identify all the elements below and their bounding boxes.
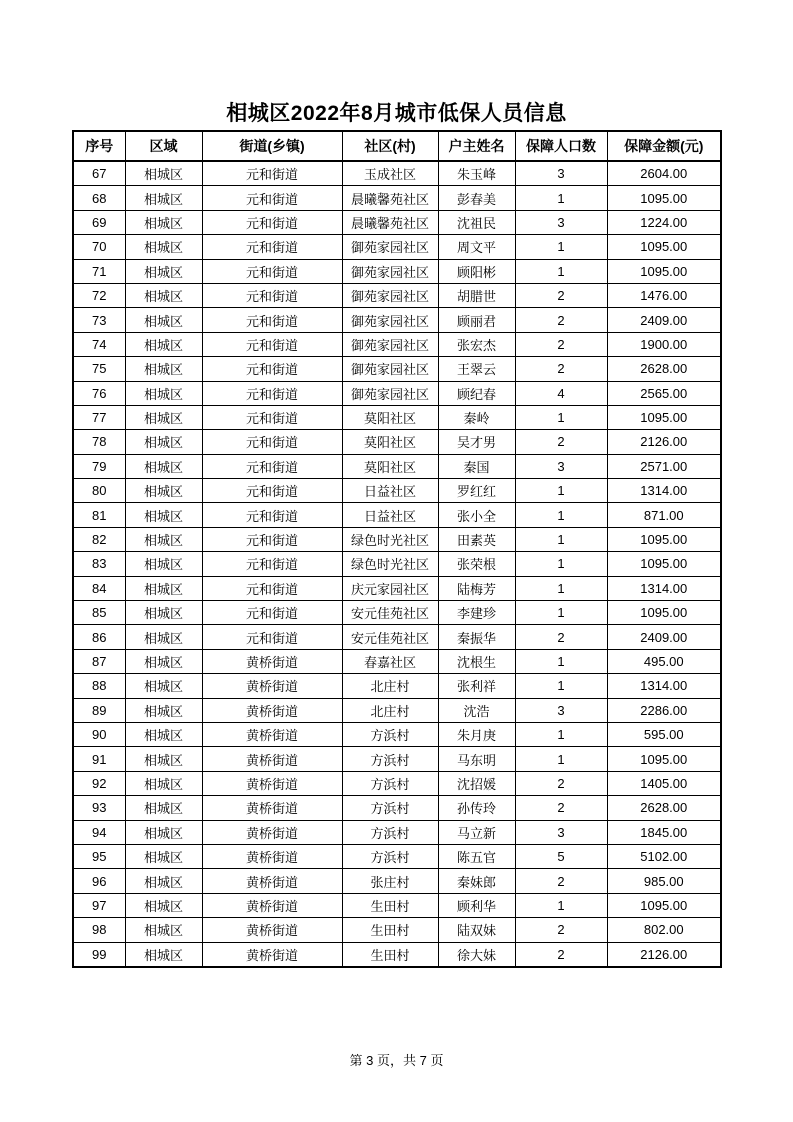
cell-community-village: 绿色时光社区 <box>342 552 438 576</box>
cell-street-township: 元和街道 <box>202 454 342 478</box>
cell-subsidy-amount: 1095.00 <box>607 405 721 429</box>
cell-subsidy-amount: 1095.00 <box>607 259 721 283</box>
cell-covered-population: 1 <box>515 552 607 576</box>
cell-region: 相城区 <box>125 918 202 942</box>
cell-region: 相城区 <box>125 332 202 356</box>
table-row <box>73 357 721 381</box>
cell-subsidy-amount: 1476.00 <box>607 283 721 307</box>
cell-community-village: 御苑家园社区 <box>342 308 438 332</box>
cell-region: 相城区 <box>125 625 202 649</box>
cell-seq-number: 82 <box>73 527 125 551</box>
cell-householder-name: 秦国 <box>438 454 515 478</box>
cell-street-township: 元和街道 <box>202 283 342 307</box>
table-row <box>73 283 721 307</box>
cell-covered-population: 2 <box>515 308 607 332</box>
table-row <box>73 576 721 600</box>
cell-householder-name: 陈五官 <box>438 844 515 868</box>
cell-subsidy-amount: 5102.00 <box>607 844 721 868</box>
cell-street-township: 元和街道 <box>202 259 342 283</box>
cell-subsidy-amount: 2126.00 <box>607 430 721 454</box>
cell-region: 相城区 <box>125 844 202 868</box>
cell-region: 相城区 <box>125 698 202 722</box>
cell-street-township: 黄桥街道 <box>202 698 342 722</box>
cell-region: 相城区 <box>125 186 202 210</box>
cell-subsidy-amount: 1095.00 <box>607 747 721 771</box>
cell-householder-name: 徐大妹 <box>438 942 515 967</box>
header-street-township: 街道(乡镇) <box>202 131 342 161</box>
header-covered-population: 保障人口数 <box>515 131 607 161</box>
cell-region: 相城区 <box>125 430 202 454</box>
cell-seq-number: 75 <box>73 357 125 381</box>
cell-street-township: 元和街道 <box>202 161 342 186</box>
cell-community-village: 张庄村 <box>342 869 438 893</box>
cell-seq-number: 86 <box>73 625 125 649</box>
header-subsidy-amount: 保障金额(元) <box>607 131 721 161</box>
cell-covered-population: 1 <box>515 747 607 771</box>
cell-householder-name: 马东明 <box>438 747 515 771</box>
cell-community-village: 御苑家园社区 <box>342 357 438 381</box>
cell-householder-name: 张荣根 <box>438 552 515 576</box>
cell-community-village: 御苑家园社区 <box>342 235 438 259</box>
cell-householder-name: 朱月庚 <box>438 722 515 746</box>
cell-region: 相城区 <box>125 357 202 381</box>
cell-covered-population: 1 <box>515 235 607 259</box>
cell-region: 相城区 <box>125 869 202 893</box>
cell-subsidy-amount: 2126.00 <box>607 942 721 967</box>
cell-covered-population: 2 <box>515 430 607 454</box>
cell-covered-population: 2 <box>515 942 607 967</box>
cell-householder-name: 沈祖民 <box>438 210 515 234</box>
cell-covered-population: 1 <box>515 576 607 600</box>
cell-region: 相城区 <box>125 283 202 307</box>
cell-region: 相城区 <box>125 405 202 429</box>
cell-community-village: 日益社区 <box>342 503 438 527</box>
table-row <box>73 747 721 771</box>
table-row <box>73 552 721 576</box>
table-row <box>73 771 721 795</box>
table-row <box>73 820 721 844</box>
cell-community-village: 春嘉社区 <box>342 649 438 673</box>
cell-region: 相城区 <box>125 820 202 844</box>
table-row <box>73 942 721 967</box>
cell-covered-population: 2 <box>515 283 607 307</box>
cell-covered-population: 1 <box>515 405 607 429</box>
cell-street-township: 元和街道 <box>202 357 342 381</box>
cell-region: 相城区 <box>125 235 202 259</box>
cell-street-township: 黄桥街道 <box>202 893 342 917</box>
cell-covered-population: 2 <box>515 625 607 649</box>
cell-subsidy-amount: 2604.00 <box>607 161 721 186</box>
cell-street-township: 黄桥街道 <box>202 844 342 868</box>
cell-community-village: 晨曦馨苑社区 <box>342 186 438 210</box>
cell-seq-number: 93 <box>73 796 125 820</box>
cell-covered-population: 1 <box>515 722 607 746</box>
table-row <box>73 698 721 722</box>
cell-householder-name: 顾阳彬 <box>438 259 515 283</box>
cell-seq-number: 80 <box>73 479 125 503</box>
header-seq-number: 序号 <box>73 131 125 161</box>
cell-householder-name: 沈浩 <box>438 698 515 722</box>
cell-region: 相城区 <box>125 649 202 673</box>
cell-householder-name: 秦振华 <box>438 625 515 649</box>
cell-seq-number: 97 <box>73 893 125 917</box>
cell-covered-population: 3 <box>515 161 607 186</box>
cell-seq-number: 73 <box>73 308 125 332</box>
table-row <box>73 308 721 332</box>
table-row <box>73 161 721 186</box>
cell-subsidy-amount: 871.00 <box>607 503 721 527</box>
cell-region: 相城区 <box>125 942 202 967</box>
cell-community-village: 御苑家园社区 <box>342 381 438 405</box>
table-header-row <box>73 131 721 161</box>
cell-subsidy-amount: 1095.00 <box>607 552 721 576</box>
table-row <box>73 259 721 283</box>
cell-covered-population: 3 <box>515 454 607 478</box>
table-row <box>73 674 721 698</box>
cell-community-village: 方浜村 <box>342 747 438 771</box>
cell-householder-name: 沈招媛 <box>438 771 515 795</box>
cell-seq-number: 76 <box>73 381 125 405</box>
cell-street-township: 元和街道 <box>202 308 342 332</box>
cell-seq-number: 84 <box>73 576 125 600</box>
header-householder-name: 户主姓名 <box>438 131 515 161</box>
table-header <box>73 131 721 161</box>
cell-community-village: 绿色时光社区 <box>342 527 438 551</box>
cell-subsidy-amount: 2286.00 <box>607 698 721 722</box>
table-row <box>73 527 721 551</box>
cell-householder-name: 罗红红 <box>438 479 515 503</box>
lowbao-table <box>72 130 722 968</box>
cell-community-village: 庆元家园社区 <box>342 576 438 600</box>
cell-street-township: 黄桥街道 <box>202 722 342 746</box>
cell-region: 相城区 <box>125 308 202 332</box>
cell-covered-population: 2 <box>515 796 607 820</box>
cell-region: 相城区 <box>125 259 202 283</box>
cell-street-township: 元和街道 <box>202 381 342 405</box>
cell-householder-name: 朱玉峰 <box>438 161 515 186</box>
cell-region: 相城区 <box>125 796 202 820</box>
cell-subsidy-amount: 1405.00 <box>607 771 721 795</box>
cell-covered-population: 4 <box>515 381 607 405</box>
cell-householder-name: 田素英 <box>438 527 515 551</box>
cell-street-township: 元和街道 <box>202 405 342 429</box>
cell-community-village: 方浜村 <box>342 844 438 868</box>
cell-householder-name: 张小全 <box>438 503 515 527</box>
cell-street-township: 黄桥街道 <box>202 918 342 942</box>
cell-region: 相城区 <box>125 893 202 917</box>
table-row <box>73 454 721 478</box>
cell-seq-number: 89 <box>73 698 125 722</box>
table-row <box>73 210 721 234</box>
cell-subsidy-amount: 1314.00 <box>607 479 721 503</box>
cell-subsidy-amount: 1095.00 <box>607 527 721 551</box>
cell-covered-population: 1 <box>515 893 607 917</box>
cell-seq-number: 92 <box>73 771 125 795</box>
table-row <box>73 479 721 503</box>
cell-covered-population: 3 <box>515 820 607 844</box>
cell-seq-number: 94 <box>73 820 125 844</box>
cell-street-township: 元和街道 <box>202 479 342 503</box>
cell-street-township: 元和街道 <box>202 430 342 454</box>
cell-seq-number: 90 <box>73 722 125 746</box>
cell-seq-number: 88 <box>73 674 125 698</box>
cell-subsidy-amount: 2571.00 <box>607 454 721 478</box>
cell-region: 相城区 <box>125 674 202 698</box>
cell-subsidy-amount: 1314.00 <box>607 674 721 698</box>
cell-covered-population: 1 <box>515 259 607 283</box>
cell-householder-name: 顾利华 <box>438 893 515 917</box>
cell-street-township: 黄桥街道 <box>202 649 342 673</box>
cell-region: 相城区 <box>125 722 202 746</box>
table-body <box>73 161 721 967</box>
cell-covered-population: 1 <box>515 674 607 698</box>
cell-street-township: 元和街道 <box>202 210 342 234</box>
header-community-village: 社区(村) <box>342 131 438 161</box>
cell-community-village: 生田村 <box>342 918 438 942</box>
cell-community-village: 方浜村 <box>342 820 438 844</box>
cell-street-township: 元和街道 <box>202 186 342 210</box>
table-row <box>73 405 721 429</box>
cell-covered-population: 1 <box>515 503 607 527</box>
cell-subsidy-amount: 1095.00 <box>607 235 721 259</box>
cell-covered-population: 1 <box>515 649 607 673</box>
cell-covered-population: 3 <box>515 698 607 722</box>
cell-subsidy-amount: 1095.00 <box>607 893 721 917</box>
cell-community-village: 玉成社区 <box>342 161 438 186</box>
cell-region: 相城区 <box>125 771 202 795</box>
cell-community-village: 莫阳社区 <box>342 405 438 429</box>
cell-seq-number: 69 <box>73 210 125 234</box>
cell-region: 相城区 <box>125 503 202 527</box>
cell-covered-population: 2 <box>515 918 607 942</box>
cell-seq-number: 68 <box>73 186 125 210</box>
cell-householder-name: 张利祥 <box>438 674 515 698</box>
cell-householder-name: 顾丽君 <box>438 308 515 332</box>
table-row <box>73 844 721 868</box>
cell-street-township: 元和街道 <box>202 576 342 600</box>
cell-street-township: 黄桥街道 <box>202 820 342 844</box>
cell-subsidy-amount: 2628.00 <box>607 357 721 381</box>
cell-subsidy-amount: 495.00 <box>607 649 721 673</box>
cell-householder-name: 张宏杰 <box>438 332 515 356</box>
cell-community-village: 生田村 <box>342 893 438 917</box>
table-row <box>73 601 721 625</box>
page-number-footer: 第 3 页，共 7 页 <box>349 1053 444 1068</box>
table-row <box>73 186 721 210</box>
cell-street-township: 元和街道 <box>202 601 342 625</box>
cell-seq-number: 98 <box>73 918 125 942</box>
cell-seq-number: 95 <box>73 844 125 868</box>
cell-covered-population: 2 <box>515 332 607 356</box>
cell-street-township: 黄桥街道 <box>202 674 342 698</box>
cell-householder-name: 马立新 <box>438 820 515 844</box>
table-row <box>73 503 721 527</box>
table-row <box>73 722 721 746</box>
cell-covered-population: 1 <box>515 527 607 551</box>
table-row <box>73 893 721 917</box>
cell-community-village: 安元佳苑社区 <box>342 601 438 625</box>
cell-householder-name: 沈根生 <box>438 649 515 673</box>
cell-seq-number: 70 <box>73 235 125 259</box>
table-row <box>73 332 721 356</box>
cell-street-township: 黄桥街道 <box>202 747 342 771</box>
cell-street-township: 元和街道 <box>202 625 342 649</box>
cell-community-village: 御苑家园社区 <box>342 259 438 283</box>
cell-subsidy-amount: 1845.00 <box>607 820 721 844</box>
cell-householder-name: 吴才男 <box>438 430 515 454</box>
cell-householder-name: 秦妹郎 <box>438 869 515 893</box>
cell-region: 相城区 <box>125 479 202 503</box>
cell-region: 相城区 <box>125 161 202 186</box>
cell-seq-number: 71 <box>73 259 125 283</box>
table-row <box>73 430 721 454</box>
cell-covered-population: 2 <box>515 869 607 893</box>
cell-seq-number: 72 <box>73 283 125 307</box>
cell-community-village: 日益社区 <box>342 479 438 503</box>
cell-covered-population: 3 <box>515 210 607 234</box>
table-row <box>73 625 721 649</box>
cell-seq-number: 99 <box>73 942 125 967</box>
cell-subsidy-amount: 2565.00 <box>607 381 721 405</box>
cell-community-village: 方浜村 <box>342 722 438 746</box>
cell-covered-population: 1 <box>515 601 607 625</box>
cell-seq-number: 83 <box>73 552 125 576</box>
cell-community-village: 莫阳社区 <box>342 430 438 454</box>
cell-seq-number: 79 <box>73 454 125 478</box>
cell-subsidy-amount: 985.00 <box>607 869 721 893</box>
cell-street-township: 元和街道 <box>202 235 342 259</box>
cell-seq-number: 74 <box>73 332 125 356</box>
header-region: 区域 <box>125 131 202 161</box>
cell-street-township: 元和街道 <box>202 332 342 356</box>
table-row <box>73 869 721 893</box>
table-row <box>73 649 721 673</box>
cell-seq-number: 77 <box>73 405 125 429</box>
cell-seq-number: 81 <box>73 503 125 527</box>
cell-street-township: 元和街道 <box>202 552 342 576</box>
cell-street-township: 元和街道 <box>202 503 342 527</box>
cell-subsidy-amount: 1224.00 <box>607 210 721 234</box>
cell-subsidy-amount: 1095.00 <box>607 601 721 625</box>
cell-householder-name: 周文平 <box>438 235 515 259</box>
cell-subsidy-amount: 2409.00 <box>607 308 721 332</box>
cell-seq-number: 67 <box>73 161 125 186</box>
cell-covered-population: 5 <box>515 844 607 868</box>
cell-subsidy-amount: 802.00 <box>607 918 721 942</box>
cell-subsidy-amount: 595.00 <box>607 722 721 746</box>
table-row <box>73 235 721 259</box>
cell-community-village: 御苑家园社区 <box>342 332 438 356</box>
cell-region: 相城区 <box>125 527 202 551</box>
cell-region: 相城区 <box>125 601 202 625</box>
cell-street-township: 黄桥街道 <box>202 796 342 820</box>
cell-community-village: 方浜村 <box>342 796 438 820</box>
cell-region: 相城区 <box>125 747 202 771</box>
cell-community-village: 御苑家园社区 <box>342 283 438 307</box>
cell-subsidy-amount: 1900.00 <box>607 332 721 356</box>
cell-subsidy-amount: 2628.00 <box>607 796 721 820</box>
cell-subsidy-amount: 1095.00 <box>607 186 721 210</box>
cell-householder-name: 王翠云 <box>438 357 515 381</box>
cell-seq-number: 87 <box>73 649 125 673</box>
cell-community-village: 安元佳苑社区 <box>342 625 438 649</box>
cell-street-township: 黄桥街道 <box>202 771 342 795</box>
cell-householder-name: 胡腊世 <box>438 283 515 307</box>
cell-covered-population: 2 <box>515 357 607 381</box>
cell-region: 相城区 <box>125 381 202 405</box>
cell-seq-number: 91 <box>73 747 125 771</box>
cell-householder-name: 顾纪春 <box>438 381 515 405</box>
cell-householder-name: 陆梅芳 <box>438 576 515 600</box>
cell-region: 相城区 <box>125 576 202 600</box>
cell-covered-population: 1 <box>515 186 607 210</box>
cell-region: 相城区 <box>125 552 202 576</box>
cell-region: 相城区 <box>125 210 202 234</box>
cell-householder-name: 彭春美 <box>438 186 515 210</box>
cell-covered-population: 1 <box>515 479 607 503</box>
cell-street-township: 黄桥街道 <box>202 869 342 893</box>
cell-street-township: 黄桥街道 <box>202 942 342 967</box>
cell-community-village: 方浜村 <box>342 771 438 795</box>
table-row <box>73 381 721 405</box>
cell-street-township: 元和街道 <box>202 527 342 551</box>
cell-seq-number: 78 <box>73 430 125 454</box>
page-title: 相城区2022年8月城市低保人员信息 <box>226 102 567 125</box>
cell-covered-population: 2 <box>515 771 607 795</box>
cell-region: 相城区 <box>125 454 202 478</box>
cell-seq-number: 96 <box>73 869 125 893</box>
cell-subsidy-amount: 1314.00 <box>607 576 721 600</box>
cell-householder-name: 陆双妹 <box>438 918 515 942</box>
cell-community-village: 北庄村 <box>342 674 438 698</box>
cell-community-village: 生田村 <box>342 942 438 967</box>
table-row <box>73 918 721 942</box>
cell-subsidy-amount: 2409.00 <box>607 625 721 649</box>
cell-seq-number: 85 <box>73 601 125 625</box>
cell-community-village: 晨曦馨苑社区 <box>342 210 438 234</box>
cell-householder-name: 孙传玲 <box>438 796 515 820</box>
cell-householder-name: 李建珍 <box>438 601 515 625</box>
cell-householder-name: 秦岭 <box>438 405 515 429</box>
table-row <box>73 796 721 820</box>
cell-community-village: 北庄村 <box>342 698 438 722</box>
cell-community-village: 莫阳社区 <box>342 454 438 478</box>
